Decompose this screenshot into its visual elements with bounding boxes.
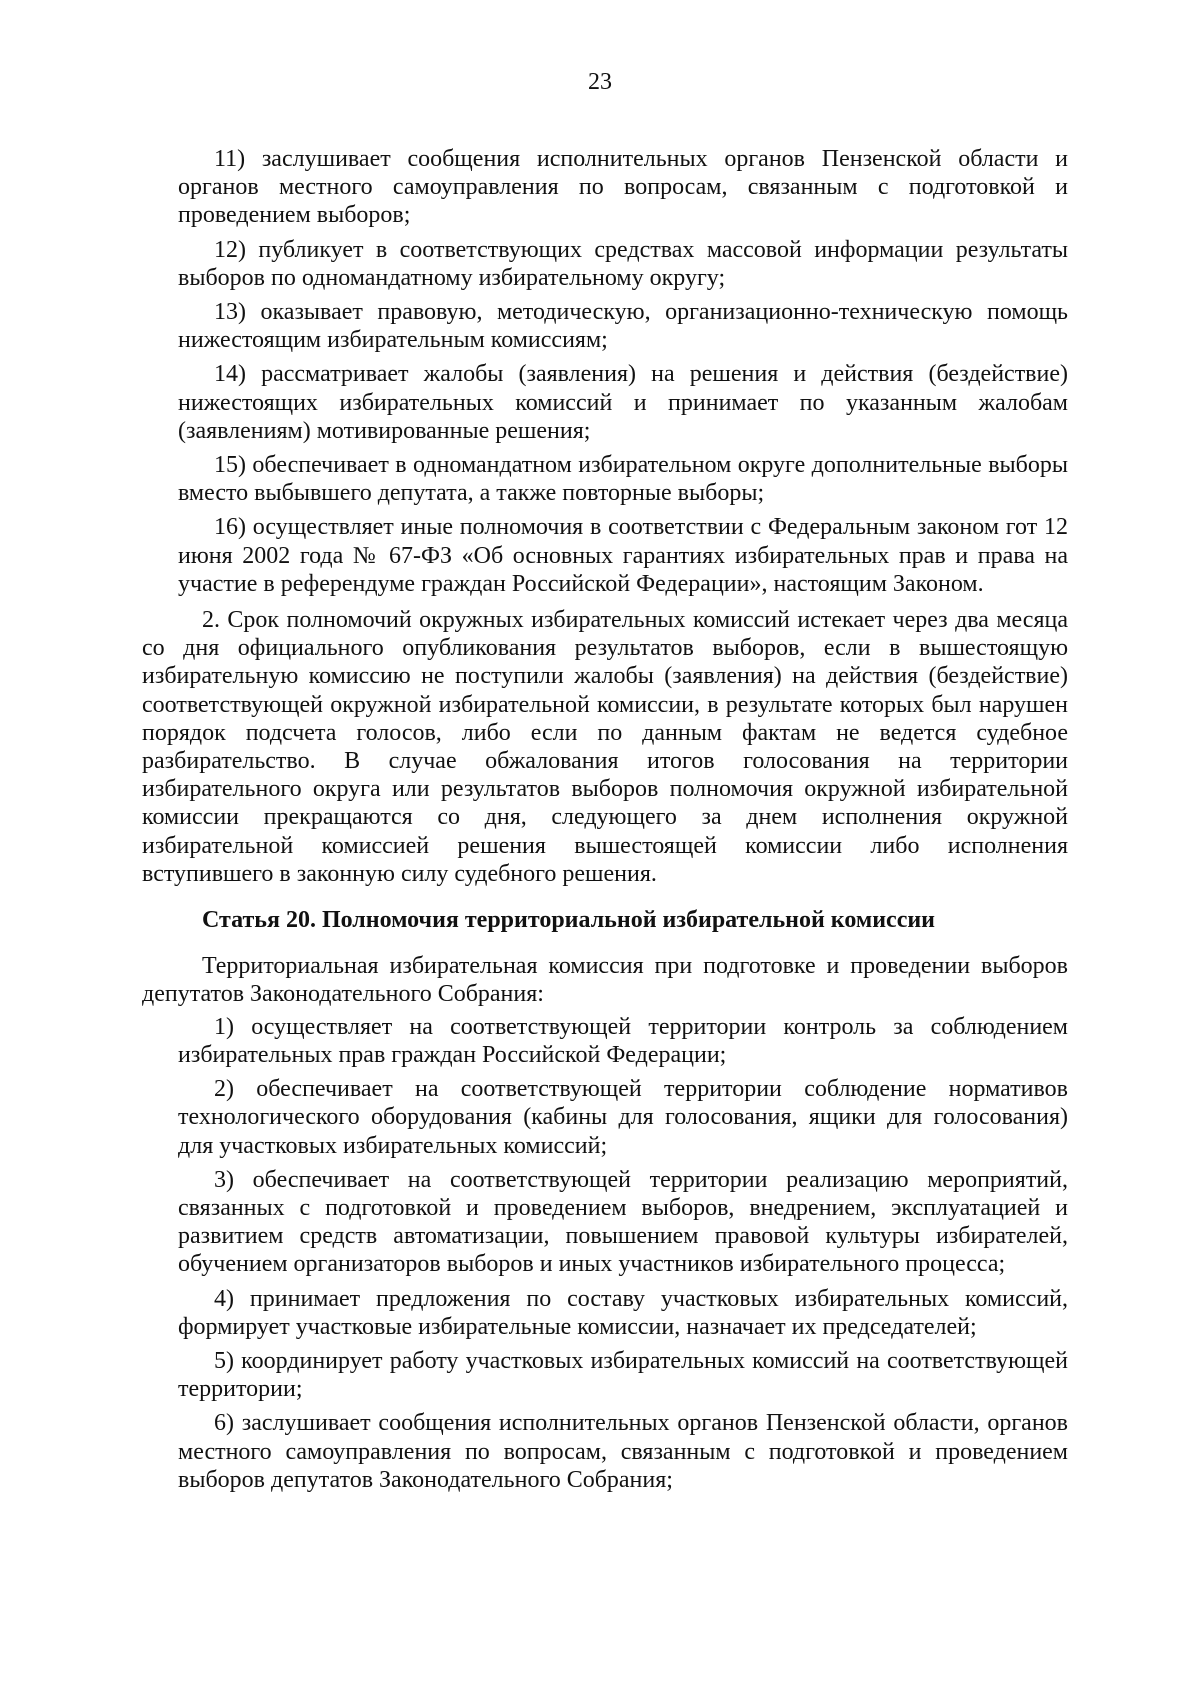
list-item: 16) осуществляет иные полномочия в соответствии с Федеральным законом гот 12 июня 2002 года № 67-ФЗ «Об основных гарантиях избирательных прав и права на участие в референдуме граждан Российской Федерации», настоящим Законом. [178, 514, 1068, 597]
list-bottom [142, 1013, 1068, 1494]
list-item: 11) заслушивает сообщения исполнительных органов Пензенской области и органов местного самоуправления по вопросам, связанным с подготовкой и проведением выборов; [178, 146, 1068, 229]
list-item: 5) координирует работу участковых избирательных комиссий на соответствующей территории; [178, 1347, 1068, 1403]
list-item: 2) обеспечивает на соответствующей территории соблюдение нормативов технологического оборудования (кабины для голосования, ящики для голосования) для участковых избирательных комиссий; [178, 1076, 1068, 1159]
page-number: 23 [588, 69, 612, 95]
list-item: 12) публикует в соответствующих средствах массовой информации результаты выборов по одномандатному избирательному округу; [178, 236, 1068, 291]
document-body [142, 141, 1068, 1500]
list-top [142, 145, 1068, 598]
article-heading: Статья 20. Полномочия территориальной избирательной комиссии [202, 907, 935, 934]
list-item: 3) обеспечивает на соответствующей территории реализацию мероприятий, связанных с подготовкой и проведением выборов, внедрением, эксплуатацией и развитием средств автоматизации, повышением правовой культуры избирателей, обучением организаторов выборов и иных участников избирательного процесса; [178, 1166, 1068, 1278]
article-intro: Территориальная избирательная комиссия при подготовке и проведении выборов депутатов Законодательного Собрания: [142, 953, 1068, 1008]
list-item: 13) оказывает правовую, методическую, организационно-техническую помощь нижестоящим избирательным комиссиям; [178, 299, 1068, 354]
paragraph-2: 2. Срок полномочий окружных избирательных комиссий истекает через два месяца со дня официального опубликования результатов выборов, если в вышестоящую избирательную комиссию не поступили жалобы (заявления) на действия (бездействие) соответствующей окружной избирательной комиссии, в результате которых был нарушен порядок подсчета голосов, либо если по данным фактам не ведется судебное разбирательство. В случае обжалования итогов голосования на территории избирательного округа или результатов выборов полномочия окружной избирательной комиссии прекращаются со дня, следующего за днем исполнения окружной избирательной комиссией решения вышестоящей комиссии либо исполнения вступившего в законную силу судебного решения. [142, 607, 1068, 887]
list-item: 4) принимает предложения по составу участковых избирательных комиссий, формирует участковые избирательные комиссии, назначает их председателей; [178, 1285, 1068, 1340]
list-item: 15) обеспечивает в одномандатном избирательном округе дополнительные выборы вместо выбывшего депутата, а также повторные выборы; [178, 452, 1068, 507]
list-item: 6) заслушивает сообщения исполнительных органов Пензенской области, органов местного самоуправления по вопросам, связанным с подготовкой и проведением выборов депутатов Законодательного Собрания; [178, 1410, 1068, 1493]
list-item: 14) рассматривает жалобы (заявления) на решения и действия (бездействие) нижестоящих избирательных комиссий и принимает по указанным жалобам (заявлениям) мотивированные решения; [178, 361, 1068, 444]
list-item: 1) осуществляет на соответствующей территории контроль за соблюдением избирательных прав граждан Российской Федерации; [178, 1013, 1068, 1068]
